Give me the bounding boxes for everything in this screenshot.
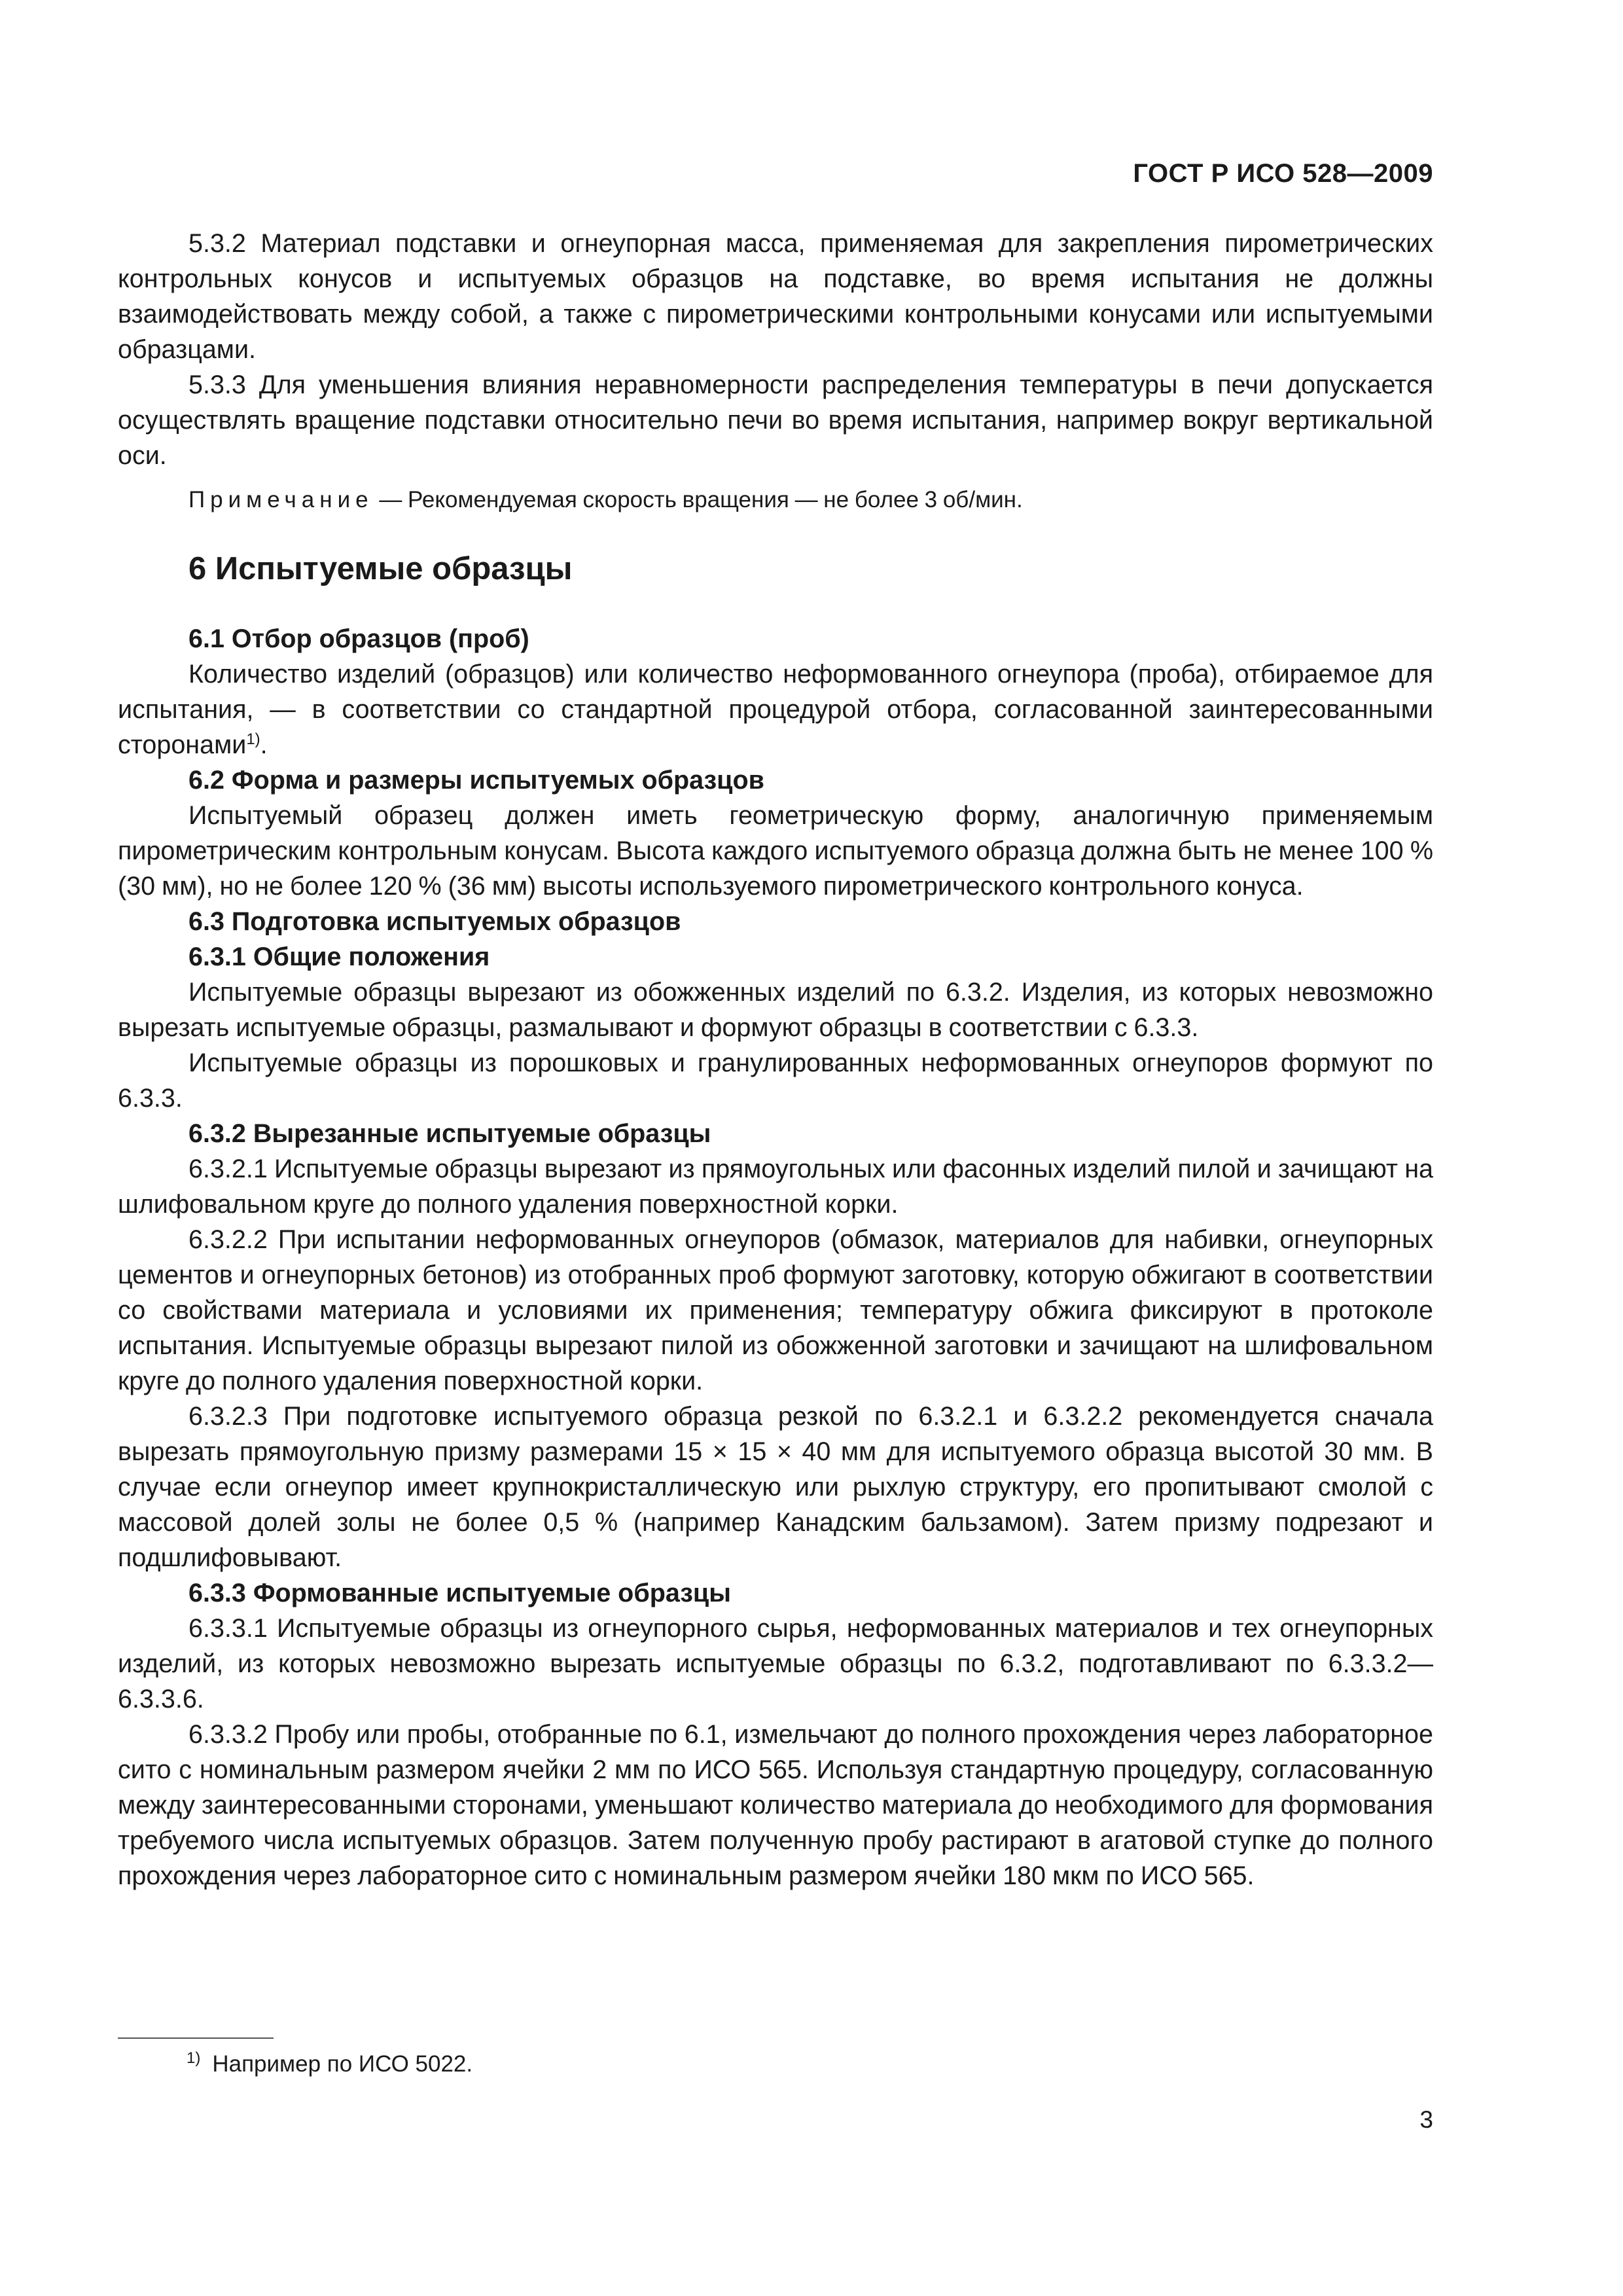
paragraph-6-1-end: . (260, 730, 268, 759)
heading-6-1: 6.1 Отбор образцов (проб) (188, 624, 529, 653)
note-label: Примечание (188, 487, 374, 512)
footnote (187, 2049, 473, 2080)
footnote-reference: 1) (246, 730, 260, 748)
footnote-marker: 1) (187, 2049, 201, 2068)
paragraph-6-3-2-3: 6.3.2.3 При подготовке испытуемого образца резкой по 6.3.2.1 и 6.3.2.2 рекомендуется сначала вырезать прямоугольную призму размерами 15 × 15 × 40 мм для испытуемого образца высотой 30 мм. В случае если огнеупор имеет крупнокристаллическую или рыхлую структуру, его пропитывают смолой с массовой долей золы не более 0,5 % (например Канадским бальзамом). Затем призму подрезают и подшлифовывают. (118, 1402, 1433, 1572)
heading-6-3: 6.3 Подготовка испытуемых образцов (188, 907, 681, 936)
heading-6-2: 6.2 Форма и размеры испытуемых образцов (188, 766, 764, 795)
page-number: 3 (1419, 2106, 1433, 2133)
paragraph-6-2: Испытуемый образец должен иметь геометрическую форму, аналогичную применяемым пирометрическим контрольным конусам. Высота каждого испытуемого образца должна быть не менее 100 % (30 мм), но не более 120 % (36 мм) высоты используемого пирометрического контрольного конуса. (118, 801, 1433, 901)
note-paragraph (118, 484, 1433, 516)
heading-6-3-2: 6.3.2 Вырезанные испытуемые образцы (188, 1119, 711, 1148)
footnote-divider (118, 2037, 274, 2039)
paragraph-6-3-3-1: 6.3.3.1 Испытуемые образцы из огнеупорного сырья, неформованных материалов и тех огнеупорных изделий, из которых невозможно вырезать испытуемые образцы по 6.3.2, подготавливают по 6.3.3.2—6.3.3.6. (118, 1614, 1433, 1713)
paragraph-6-3-2-1: 6.3.2.1 Испытуемые образцы вырезают из прямоугольных или фасонных изделий пилой и зачищают на шлифовальном круге до полного удаления поверхностной корки. (118, 1155, 1433, 1219)
paragraph-6-1 (118, 656, 1433, 762)
page-body (118, 226, 1433, 1893)
paragraph-6-3-2-2: 6.3.2.2 При испытании неформованных огнеупоров (обмазок, материалов для набивки, огнеупорных цементов и огнеупорных бетонов) из отобранных проб формуют заготовку, которую обжигают в соответствии со свойствами материала и условиями их применения; температуру обжига фиксируют в протоколе испытания. Испытуемые образцы вырезают пилой из обожженной заготовки и зачищают на шлифовальном круге до полного удаления поверхностной корки. (118, 1225, 1433, 1395)
paragraph-5-3-3: 5.3.3 Для уменьшения влияния неравномерности распределения температуры в печи допускается осуществлять вращение подставки относительно печи во время испытания, например вокруг вертикальной оси. (118, 370, 1433, 470)
paragraph-6-3-1-a: Испытуемые образцы вырезают из обожженных изделий по 6.3.2. Изделия, из которых невозможно вырезать испытуемые образцы, размалывают и формуют образцы в соответствии с 6.3.3. (118, 978, 1433, 1042)
paragraph-5-3-2: 5.3.2 Материал подставки и огнеупорная масса, применяемая для закрепления пирометрических контрольных конусов и испытуемых образцов на подставке, во время испытания не должны взаимодействовать между собой, а также с пирометрическими контрольными конусами или испытуемыми образцами. (118, 229, 1433, 364)
footnote-text: Например по ИСО 5022. (212, 2051, 473, 2077)
paragraph-6-3-3-2: 6.3.3.2 Пробу или пробы, отобранные по 6.1, измельчают до полного прохождения через лабораторное сито с номинальным размером ячейки 2 мм по ИСО 565. Используя стандартную процедуру, согласованную между заинтересованными сторонами, уменьшают количество материала до необходимого для формования требуемого числа испытуемых образцов. Затем полученную пробу растирают в агатовой ступке до полного прохождения через лабораторное сито с номинальным размером ячейки 180 мкм по ИСО 565. (118, 1720, 1433, 1890)
section-6-heading: 6 Испытуемые образцы (188, 551, 573, 586)
paragraph-6-1-text: Количество изделий (образцов) или количество неформованного огнеупора (проба), отбираемое для испытания, — в соответствии со стандартной процедурой отбора, согласованной заинтересованными сторонами (118, 660, 1433, 759)
document-header-id: ГОСТ Р ИСО 528—2009 (1133, 159, 1433, 188)
heading-6-3-3: 6.3.3 Формованные испытуемые образцы (188, 1579, 731, 1607)
note-text: — Рекомендуемая скорость вращения — не более 3 об/мин. (373, 487, 1023, 512)
paragraph-6-3-1-b: Испытуемые образцы из порошковых и гранулированных неформованных огнеупоров формуют по 6.3.3. (118, 1049, 1433, 1113)
heading-6-3-1: 6.3.1 Общие положения (188, 942, 490, 971)
